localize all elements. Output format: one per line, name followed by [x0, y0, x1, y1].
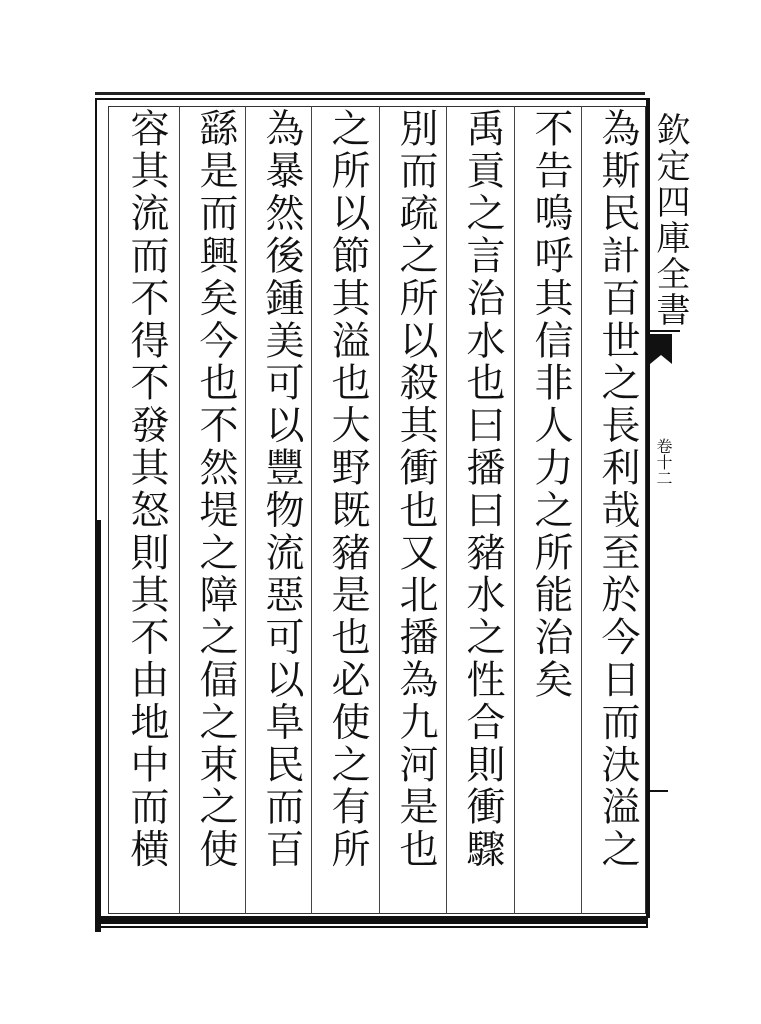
- title-underline: [650, 330, 680, 332]
- column-divider: [514, 106, 515, 914]
- volume-label: 卷十二: [654, 438, 673, 486]
- text-column-2: 不告嗚呼其信非人力之所能治矣: [528, 108, 573, 702]
- top-rule: [95, 92, 645, 95]
- text-column-3: 禹貢之言治水也曰播曰豬水之性合則衝驟: [460, 108, 505, 872]
- text-column-4: 別而疏之所以殺其衝也又北播為九河是也: [393, 108, 438, 872]
- text-column-1: 為斯民計百世之長利哉至於今日而決溢之: [595, 108, 640, 872]
- column-divider: [311, 106, 312, 914]
- text-column-5: 之所以節其溢也大野既豬是也必使之有所: [325, 108, 370, 872]
- left-border-bar: [95, 520, 101, 932]
- column-divider: [581, 106, 582, 914]
- margin-tick: [650, 790, 668, 792]
- column-divider: [379, 106, 380, 914]
- text-column-6: 為暴然後鍾美可以豐物流惡可以阜民而百: [259, 108, 304, 872]
- fish-tail-mark: [650, 334, 672, 364]
- text-column-8: 容其流而不得不發其怒則其不由地中而横: [124, 108, 169, 872]
- column-divider: [245, 106, 246, 914]
- bottom-border-bar: [95, 916, 648, 924]
- column-divider: [446, 106, 447, 914]
- column-divider: [179, 106, 180, 914]
- text-column-7: 繇是而興矣今也不然堤之障之偪之束之使: [193, 108, 238, 872]
- book-title: 欽定四庫全書: [650, 112, 690, 328]
